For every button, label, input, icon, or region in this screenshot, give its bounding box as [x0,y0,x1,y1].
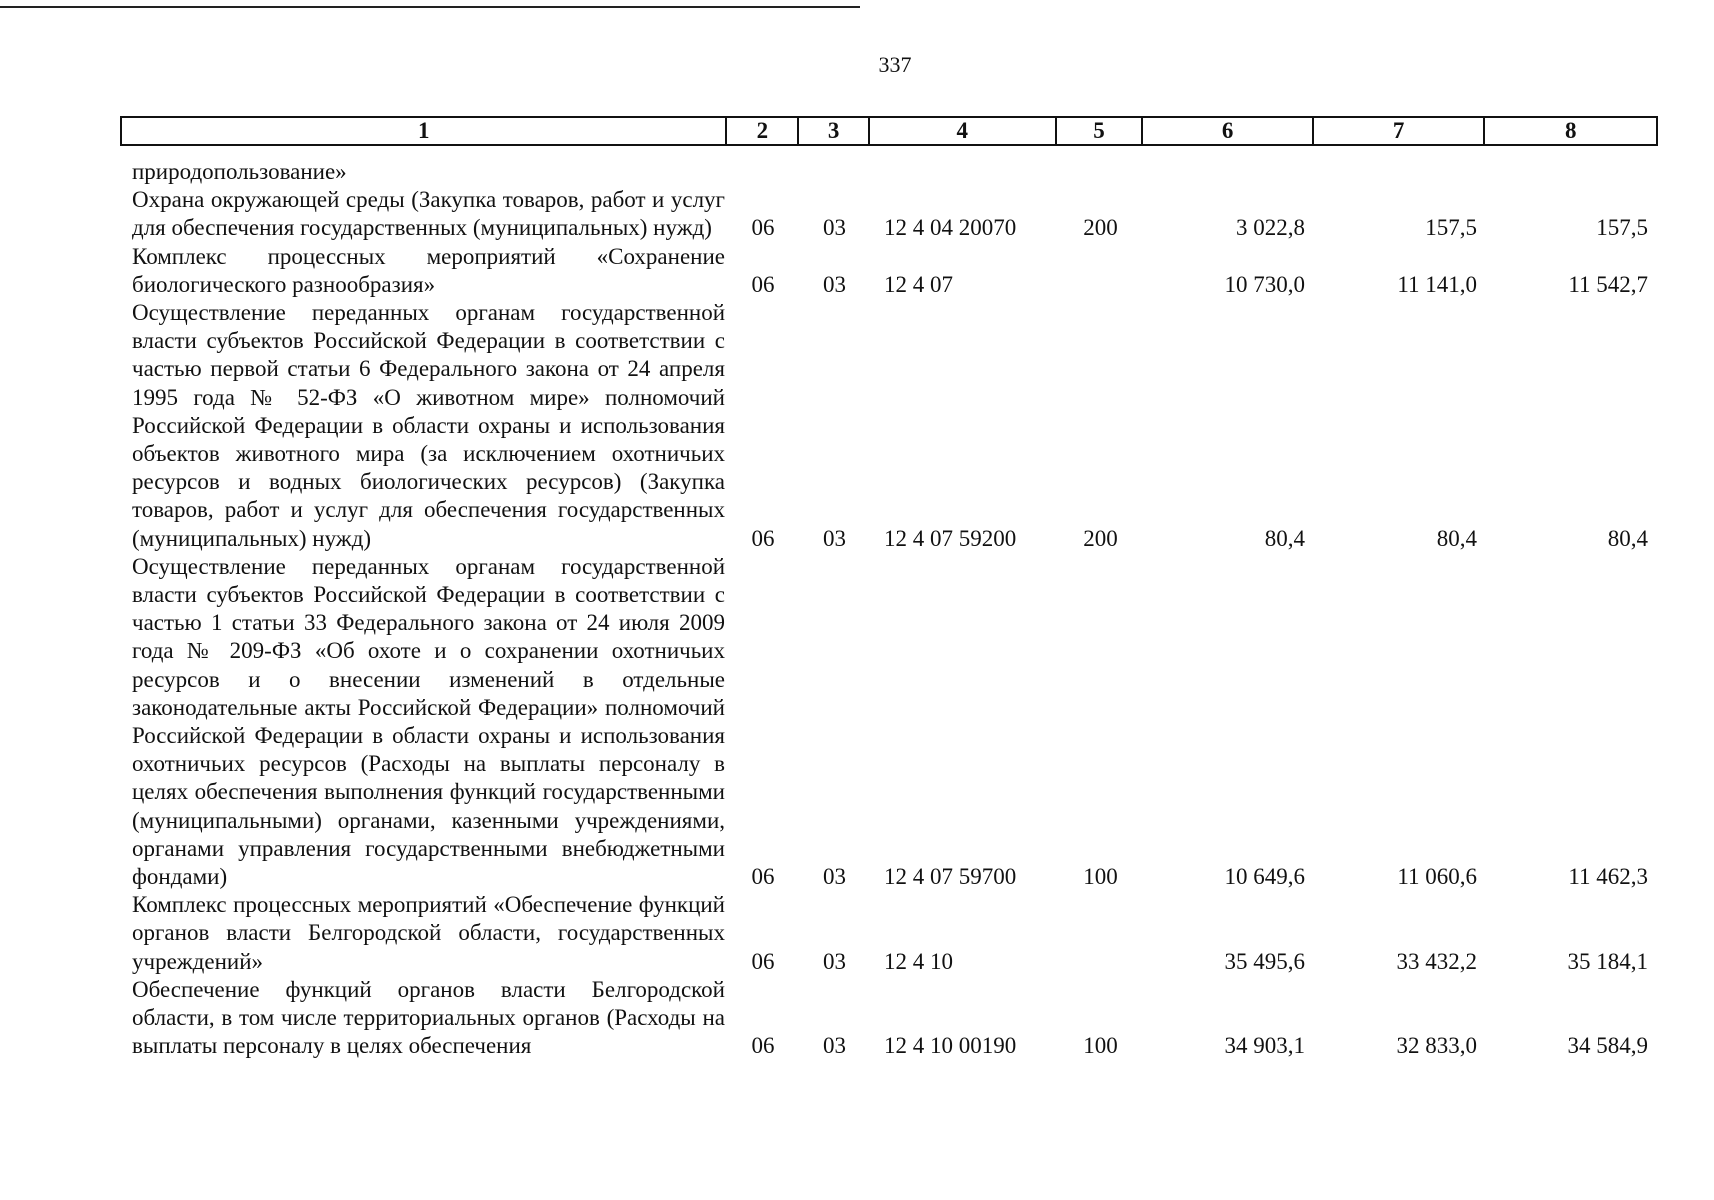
row-section: 06 [751,215,775,241]
header-col-8: 8 [1564,118,1577,143]
row-subsection: 03 [823,525,846,551]
row-amount-7: 33 432,2 [1396,948,1477,974]
row-section: 06 [751,525,775,551]
page-number: 337 [878,52,912,77]
row-expense-type: 100 [1083,1033,1118,1059]
row-amount-6: 35 495,6 [1224,948,1305,974]
row-amount-6: 3 022,8 [1236,215,1305,241]
row-description: Обеспечение функций органов власти Белгородской области, в том числе территориальных органов (Расходы на выплаты персоналу в целях обеспечения [132,976,725,1059]
row-target-code: 12 4 07 59700 [884,864,1017,890]
row-amount-7: 32 833,0 [1396,1033,1477,1059]
row-amount-6: 80,4 [1264,525,1305,551]
row-target-code: 12 4 10 [884,948,953,974]
row-amount-6: 10 649,6 [1224,864,1305,890]
row-amount-7: 80,4 [1436,525,1477,551]
row-amount-8: 11 542,7 [1568,271,1648,297]
row-subsection: 03 [823,864,846,890]
table-row [120,158,1658,186]
table-body [120,158,1658,1061]
scan-edge-mark [0,0,860,8]
row-amount-8: 157,5 [1596,215,1648,241]
row-description: Комплекс процессных мероприятий «Сохранение биологического разнообразия» [132,243,725,297]
table-row [120,553,1658,891]
table-row [120,976,1658,1061]
row-expense-type: 100 [1083,864,1118,890]
row-target-code: 12 4 07 [884,271,953,297]
table-row [120,299,1658,553]
row-amount-6: 10 730,0 [1224,271,1305,297]
row-section: 06 [751,1033,775,1059]
row-subsection: 03 [823,271,846,297]
row-amount-8: 35 184,1 [1567,948,1648,974]
header-col-3: 3 [799,118,870,144]
row-amount-8: 11 462,3 [1568,864,1648,890]
header-col-4: 4 [870,118,1057,144]
table-row [120,186,1658,242]
header-col-2: 2 [727,118,799,144]
row-description: Осуществление переданных органам государственной власти субъектов Российской Федерации в соответствии с частью 1 статьи 33 Федерального закона от 24 июля 2009 года № 209-ФЗ «Об охоте и о сохранении охотничьих ресурсов и о внесении изменений в отдельные законодательные акты Российской Федерации» полномочий Российской Федерации в области охраны и использования охотничьих ресурсов (Расходы на выплаты персоналу в целях обеспечения выполнения функций государственными (муниципальными) органами, казенными учреждениями, органами управления государственными внебюджетными фондами) [132,553,725,890]
row-subsection: 03 [823,215,846,241]
row-amount-7: 11 141,0 [1397,271,1477,297]
row-section: 06 [751,864,775,890]
row-section: 06 [751,271,775,297]
row-description: Охрана окружающей среды (Закупка товаров, работ и услуг для обеспечения государственных (муниципальных) нужд) [132,187,725,241]
row-target-code: 12 4 04 20070 [884,215,1017,241]
header-col-5: 5 [1057,118,1144,144]
row-expense-type: 200 [1083,525,1118,551]
row-target-code: 12 4 07 59200 [884,525,1017,551]
row-description: Комплекс процессных мероприятий «Обеспечение функций органов власти Белгородской области, государственных учреждений» [132,892,725,974]
table-row [120,243,1658,299]
header-col-7: 7 [1314,118,1486,144]
row-amount-6: 34 903,1 [1224,1033,1305,1059]
header-col-6: 6 [1143,118,1314,144]
table-header [120,116,1658,146]
row-amount-8: 34 584,9 [1567,1033,1648,1059]
row-description: природопользование» [132,159,347,184]
row-subsection: 03 [823,948,846,974]
header-col-1: 1 [122,118,727,144]
row-amount-7: 11 060,6 [1397,864,1477,890]
table-row [120,891,1658,976]
row-description: Осуществление переданных органам государственной власти субъектов Российской Федерации в соответствии с частью первой статьи 6 Федерального закона от 24 апреля 1995 года № 52-ФЗ «О животном мире» полномочий Российской Федерации в области охраны и использования объектов животного мира (за исключением охотничьих ресурсов и водных биологических ресурсов) (Закупка товаров, работ и услуг для обеспечения государственных (муниципальных) нужд) [132,300,725,551]
row-expense-type: 200 [1083,215,1118,241]
row-subsection: 03 [823,1033,846,1059]
row-amount-8: 80,4 [1607,525,1648,551]
row-section: 06 [751,948,775,974]
row-amount-7: 157,5 [1425,215,1477,241]
row-target-code: 12 4 10 00190 [884,1033,1017,1059]
